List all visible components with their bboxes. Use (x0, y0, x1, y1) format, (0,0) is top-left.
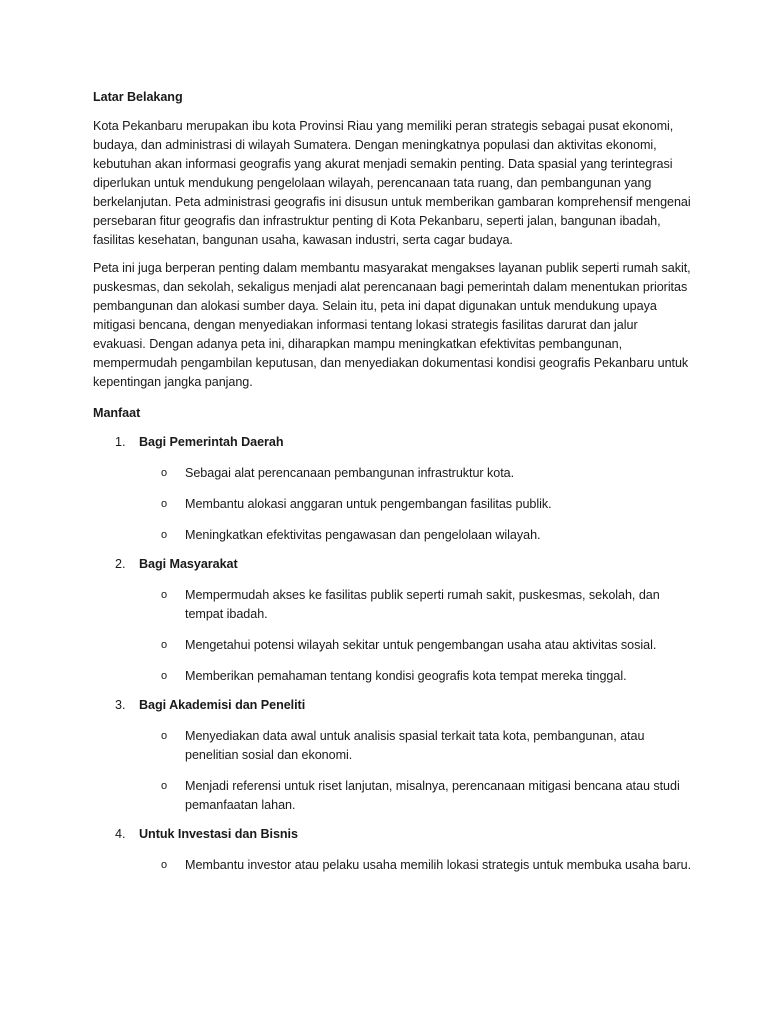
bullet-icon: o (161, 529, 168, 541)
document-page (93, 88, 693, 875)
manfaat-group (93, 696, 693, 715)
bullet-icon: o (161, 780, 168, 792)
manfaat-list (93, 433, 693, 875)
bullet-icon: o (161, 467, 168, 479)
paragraph-2: Peta ini juga berperan penting dalam membantu masyarakat mengakses layanan publik seperti rumah sakit, puskesmas, dan sekolah, sekaligus menjadi alat perencanaan bagi pemerintah dalam menentukan prioritas pembangunan dan alokasi sumber daya. Selain itu, peta ini dapat digunakan untuk mendukung upaya mitigasi bencana, dengan menyediakan informasi tentang lokasi strategis fasilitas darurat dan jalur evakuasi. Dengan adanya peta ini, diharapkan mampu meningkatkan efektivitas pembangunan, mempermudah pengambilan keputusan, dan menyediakan dokumentasi kondisi geografis Pekanbaru untuk kepentingan jangka panjang. (93, 261, 691, 389)
bullet-icon: o (161, 859, 168, 871)
list-item-text: Membantu alokasi anggaran untuk pengembangan fasilitas publik. (185, 497, 552, 511)
manfaat-group (93, 433, 693, 452)
list-item (93, 667, 693, 686)
manfaat-group (93, 555, 693, 574)
list-item (93, 464, 693, 483)
list-item (93, 526, 693, 545)
list-item (93, 856, 693, 875)
group-title: Bagi Masyarakat (139, 557, 238, 571)
list-number: 3. (115, 698, 126, 712)
list-item-text: Membantu investor atau pelaku usaha memilih lokasi strategis untuk membuka usaha baru. (185, 858, 692, 872)
bullet-icon: o (161, 639, 168, 651)
list-number: 2. (115, 557, 126, 571)
bullet-icon: o (161, 589, 168, 601)
list-number: 1. (115, 435, 126, 449)
list-item-text: Mengetahui potensi wilayah sekitar untuk pengembangan usaha atau aktivitas sosial. (185, 638, 657, 652)
list-item-text: Meningkatkan efektivitas pengawasan dan pengelolaan wilayah. (185, 528, 541, 542)
list-item (93, 777, 693, 815)
manfaat-group (93, 825, 693, 844)
group-title: Bagi Pemerintah Daerah (139, 435, 284, 449)
list-number: 4. (115, 827, 126, 841)
section-heading-latar-belakang: Latar Belakang (93, 90, 183, 104)
list-item (93, 495, 693, 514)
list-item (93, 586, 693, 624)
list-item (93, 727, 693, 765)
group-title: Untuk Investasi dan Bisnis (139, 827, 298, 841)
list-item-text: Sebagai alat perencanaan pembangunan infrastruktur kota. (185, 466, 515, 480)
bullet-icon: o (161, 730, 168, 742)
list-item (93, 636, 693, 655)
list-item-text: Menjadi referensi untuk riset lanjutan, misalnya, perencanaan mitigasi bencana atau studi pemanfaatan lahan. (185, 779, 680, 812)
list-item-text: Memberikan pemahaman tentang kondisi geografis kota tempat mereka tinggal. (185, 669, 627, 683)
section-heading-manfaat: Manfaat (93, 406, 141, 420)
group-title: Bagi Akademisi dan Peneliti (139, 698, 306, 712)
bullet-icon: o (161, 498, 168, 510)
bullet-icon: o (161, 670, 168, 682)
list-item-text: Mempermudah akses ke fasilitas publik seperti rumah sakit, puskesmas, sekolah, dan tempat ibadah. (185, 588, 660, 621)
list-item-text: Menyediakan data awal untuk analisis spasial terkait tata kota, pembangunan, atau penelitian sosial dan ekonomi. (185, 729, 645, 762)
paragraph-1: Kota Pekanbaru merupakan ibu kota Provinsi Riau yang memiliki peran strategis sebagai pusat ekonomi, budaya, dan administrasi di wilayah Sumatera. Dengan meningkatnya populasi dan aktivitas ekonomi, kebutuhan akan informasi geografis yang akurat menjadi semakin penting. Data spasial yang terintegrasi diperlukan untuk mendukung pengelolaan wilayah, perencanaan tata ruang, dan pembangunan yang berkelanjutan. Peta administrasi geografis ini disusun untuk memberikan gambaran komprehensif mengenai persebaran fitur geografis dan infrastruktur penting di Kota Pekanbaru, seperti jalan, bangunan ibadah, fasilitas kesehatan, bangunan usaha, kawasan industri, serta cagar budaya. (93, 119, 691, 247)
